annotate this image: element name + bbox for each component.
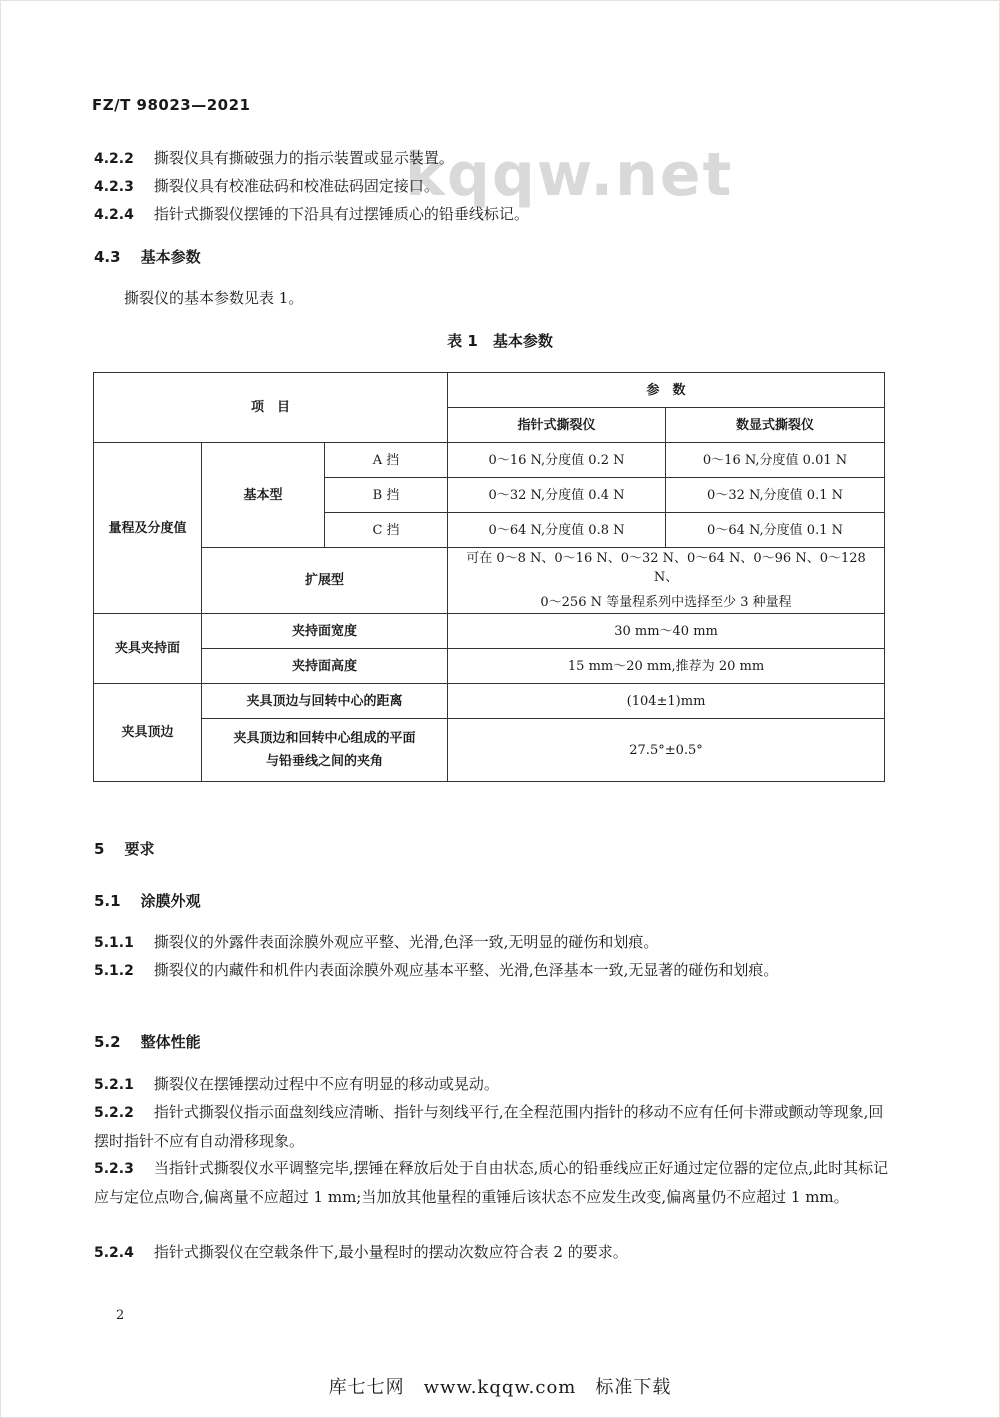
section-title: 涂膜外观 xyxy=(140,892,201,910)
pointer-b: 0～32 N,分度值 0.4 N xyxy=(448,478,666,513)
clause-number: 4.2.3 xyxy=(94,179,134,195)
section-4-3-heading xyxy=(94,246,201,267)
clamp-width-label: 夹持面宽度 xyxy=(202,614,448,649)
footer-site-text: 库七七网 www.kqqw.com 标准下载 xyxy=(328,1377,672,1398)
gear-c: C 挡 xyxy=(325,513,448,548)
extended-value xyxy=(448,548,885,614)
clause-text: 撕裂仪的内藏件和机件内表面涂膜外观应基本平整、光滑,色泽基本一致,无显著的碰伤和划痕。 xyxy=(153,961,779,979)
header-pointer: 指针式撕裂仪 xyxy=(448,408,666,443)
section-5-2-heading xyxy=(94,1031,201,1052)
clause-4-2-4 xyxy=(94,200,894,229)
digital-c: 0～64 N,分度值 0.1 N xyxy=(666,513,885,548)
clause-5-2-2 xyxy=(94,1098,894,1155)
clamp-top-label: 夹具顶边 xyxy=(94,684,202,782)
pointer-c: 0～64 N,分度值 0.8 N xyxy=(448,513,666,548)
digital-b: 0～32 N,分度值 0.1 N xyxy=(666,478,885,513)
clamp-width-value: 30 mm～40 mm xyxy=(448,614,885,649)
clause-text: 撕裂仪的外露件表面涂膜外观应平整、光滑,色泽一致,无明显的碰伤和划痕。 xyxy=(153,933,659,951)
clause-number: 4.2.4 xyxy=(94,207,134,223)
section-5-1-heading xyxy=(94,890,201,911)
clause-text: 撕裂仪在摆锤摆动过程中不应有明显的移动或晃动。 xyxy=(153,1075,499,1093)
section-title: 整体性能 xyxy=(140,1033,201,1051)
clause-5-1-1 xyxy=(94,928,894,957)
clause-5-2-3 xyxy=(94,1154,894,1211)
clamp-angle-label xyxy=(202,719,448,782)
section-number: 5.2 xyxy=(94,1033,121,1051)
clamp-angle-value: 27.5°±0.5° xyxy=(448,719,885,782)
table-1 xyxy=(93,372,885,782)
gear-b: B 挡 xyxy=(325,478,448,513)
clause-number: 5.2.4 xyxy=(94,1245,134,1261)
clause-5-2-1 xyxy=(94,1070,894,1099)
clause-text: 指针式撕裂仪摆锤的下沿具有过摆锤质心的铅垂线标记。 xyxy=(153,205,529,223)
clause-text: 撕裂仪具有撕破强力的指示装置或显示装置。 xyxy=(153,149,454,167)
clamp-height-value: 15 mm～20 mm,推荐为 20 mm xyxy=(448,649,885,684)
header-params: 参 数 xyxy=(448,373,885,408)
document-code: FZ/T 98023—2021 xyxy=(92,96,251,114)
clamp-distance-value: (104±1)mm xyxy=(448,684,885,719)
basic-type-label: 基本型 xyxy=(202,443,325,548)
section-title: 基本参数 xyxy=(140,248,201,266)
clause-text: 当指针式撕裂仪水平调整完毕,摆锤在释放后处于自由状态,质心的铅垂线应正好通过定位器的定位点,此时其标记应与定位点吻合,偏离量不应超过 1 mm;当加放其他量程的重锤后该状态不应发生改变,偏离量仍不应超过 1 mm。 xyxy=(94,1159,889,1206)
extended-type-label: 扩展型 xyxy=(202,548,448,614)
digital-a: 0～16 N,分度值 0.01 N xyxy=(666,443,885,478)
clause-text: 指针式撕裂仪在空载条件下,最小量程时的摆动次数应符合表 2 的要求。 xyxy=(153,1243,628,1261)
gear-a: A 挡 xyxy=(325,443,448,478)
header-digital: 数显式撕裂仪 xyxy=(666,408,885,443)
section-title: 要求 xyxy=(124,840,155,858)
clause-number: 5.2.2 xyxy=(94,1105,134,1121)
table-1-title: 表 1 基本参数 xyxy=(447,332,553,350)
clause-text: 撕裂仪具有校准砝码和校准砝码固定接口。 xyxy=(153,177,439,195)
range-group-label: 量程及分度值 xyxy=(94,443,202,614)
section-5-heading xyxy=(94,838,154,859)
clause-number: 5.2.3 xyxy=(94,1161,134,1177)
extended-value-line: 0～256 N 等量程系列中选择至少 3 种量程 xyxy=(540,595,792,610)
clause-4-2-2 xyxy=(94,144,894,173)
clamp-angle-label-line: 与铅垂线之间的夹角 xyxy=(266,754,384,769)
clamp-face-label: 夹具夹持面 xyxy=(94,614,202,684)
section-number: 5.1 xyxy=(94,892,121,910)
extended-value-line: 可在 0～8 N、0～16 N、0～32 N、0～64 N、0～96 N、0～128 N、 xyxy=(466,551,866,585)
clause-4-2-3 xyxy=(94,172,894,201)
clamp-distance-label: 夹具顶边与回转中心的距离 xyxy=(202,684,448,719)
watermark: kqqw.net xyxy=(405,140,734,210)
clause-number: 5.1.2 xyxy=(94,963,134,979)
header-item: 项 目 xyxy=(94,373,448,443)
clause-5-2-4 xyxy=(94,1238,894,1267)
clause-5-1-2 xyxy=(94,956,894,985)
clause-number: 4.2.2 xyxy=(94,151,134,167)
section-number: 5 xyxy=(94,840,105,858)
section-4-3-intro: 撕裂仪的基本参数见表 1。 xyxy=(124,289,304,307)
clause-text: 指针式撕裂仪指示面盘刻线应清晰、指针与刻线平行,在全程范围内指针的移动不应有任何卡滞或颤动等现象,回摆时指针不应有自动滑移现象。 xyxy=(94,1103,884,1150)
clamp-angle-label-line: 夹具顶边和回转中心组成的平面 xyxy=(233,731,416,746)
clause-number: 5.2.1 xyxy=(94,1077,134,1093)
pointer-a: 0～16 N,分度值 0.2 N xyxy=(448,443,666,478)
clamp-height-label: 夹持面高度 xyxy=(202,649,448,684)
page-number: 2 xyxy=(116,1308,125,1323)
clause-number: 5.1.1 xyxy=(94,935,134,951)
section-number: 4.3 xyxy=(94,248,121,266)
